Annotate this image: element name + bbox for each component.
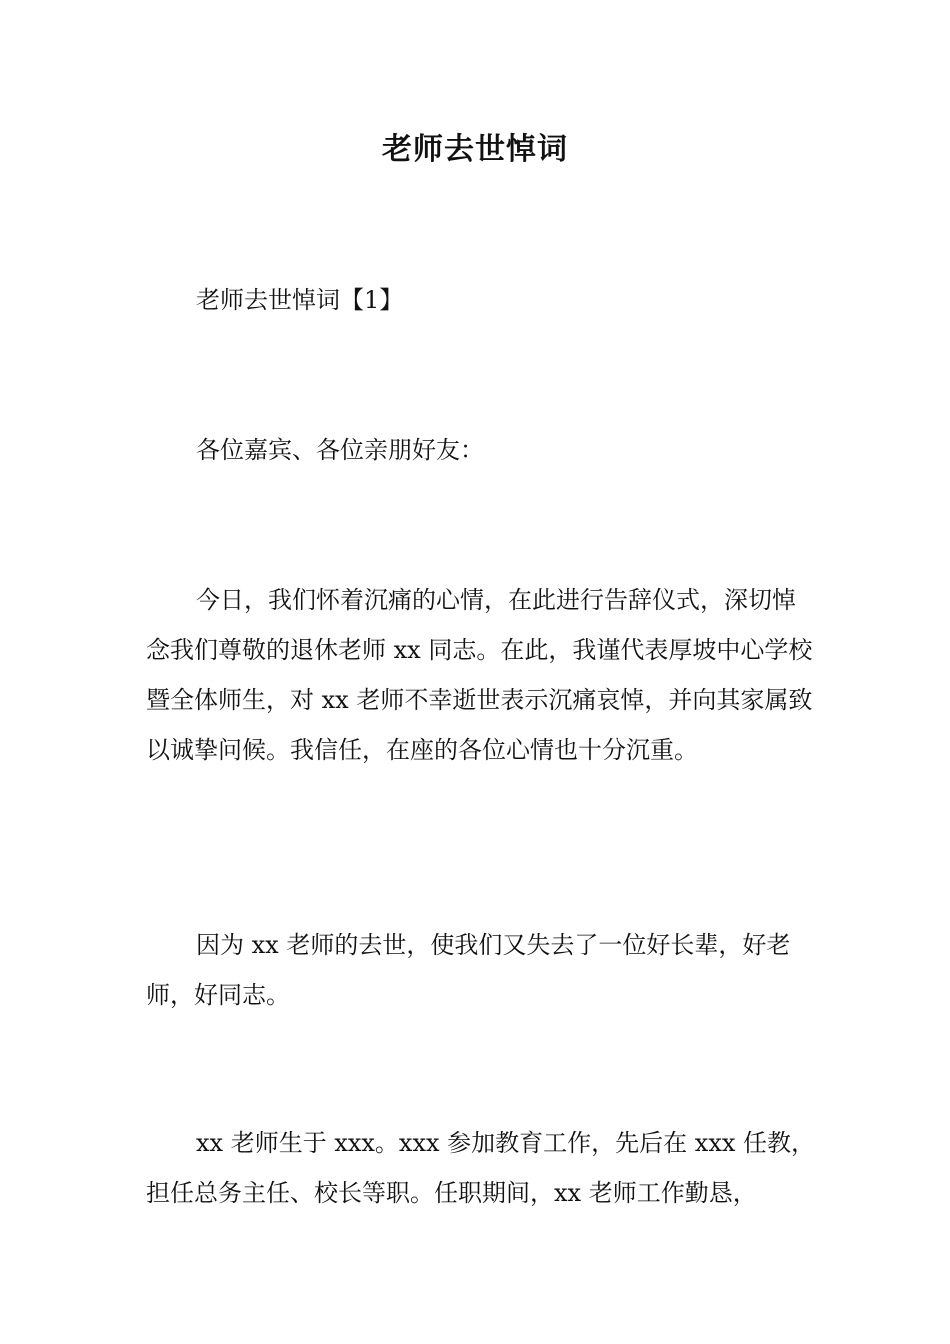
paragraph-3: xx 老师生于 xxx。xxx 参加教育工作，先后在 xxx 任教，担任总务主任、校长等职。任职期间，xx 老师工作勤恳，	[146, 1129, 816, 1207]
section-heading: 老师去世悼词【1】	[196, 286, 404, 314]
document-title: 老师去世悼词	[382, 132, 568, 167]
greeting-line: 各位嘉宾、各位亲朋好友：	[196, 436, 484, 464]
paragraph-1: 今日，我们怀着沉痛的心情，在此进行告辞仪式，深切悼念我们尊敬的退休老师 xx 同志。在此，我谨代表厚坡中心学校暨全体师生，对 xx 老师不幸逝世表示沉痛哀悼，并向其家属致以诚挚问候。我信任，在座的各位心情也十分沉重。	[146, 586, 813, 764]
paragraph-2: 因为 xx 老师的去世，使我们又失去了一位好长辈，好老师，好同志。	[146, 931, 791, 1009]
